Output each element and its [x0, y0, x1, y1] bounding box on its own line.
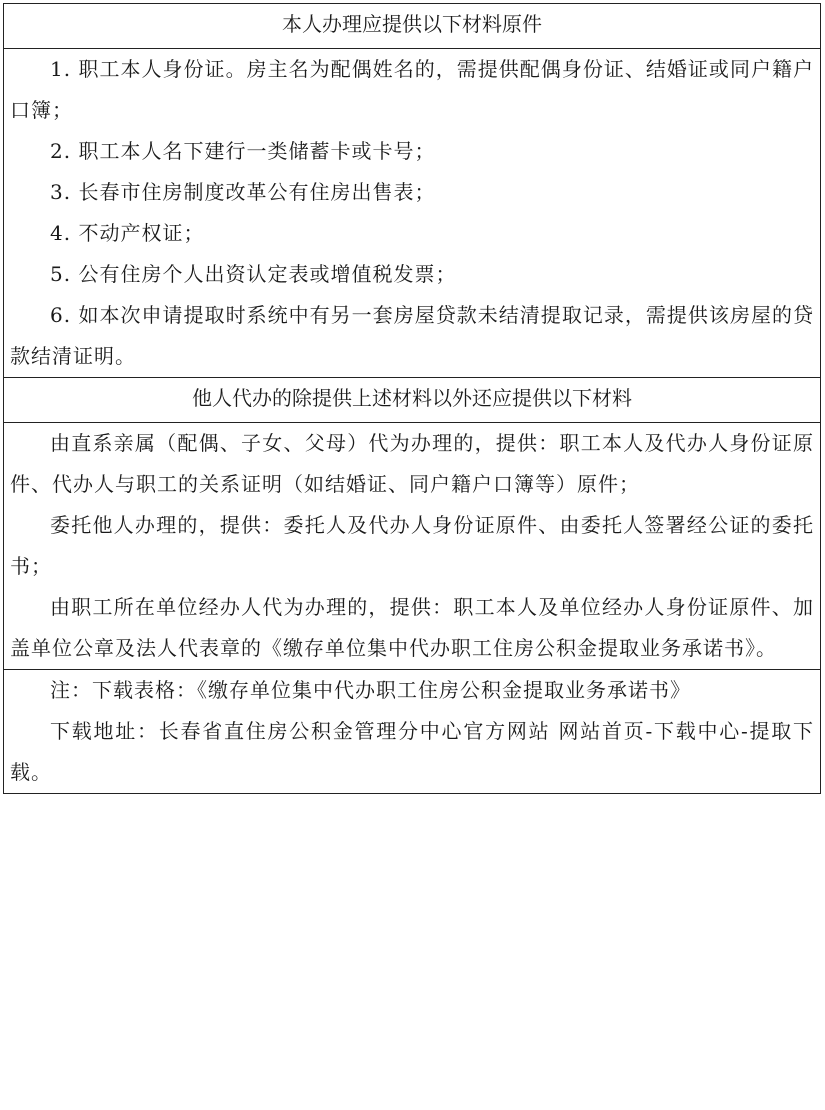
paragraph: 由直系亲属（配偶、子女、父母）代为办理的，提供：职工本人及代办人身份证原件、代办人与职工的关系证明（如结婚证、同户籍户口簿等）原件； [10, 431, 814, 496]
section1-header-row [4, 4, 821, 49]
section1-body [4, 49, 821, 378]
section3-row [4, 670, 821, 794]
list-item: 5. 公有住房个人出资认定表或增值税发票； [50, 262, 457, 286]
note-download-form: 注：下载表格：《缴存单位集中代办职工住房公积金提取业务承诺书》 [50, 678, 691, 702]
section2-body [4, 423, 821, 670]
notes-cell [4, 670, 821, 794]
list-item: 4. 不动产权证； [50, 221, 205, 245]
list-item: 3. 长春市住房制度改革公有住房出售表； [50, 180, 436, 204]
section2-body-row [4, 423, 821, 670]
list-item: 2. 职工本人名下建行一类储蓄卡或卡号； [50, 139, 436, 163]
section2-header: 他人代办的除提供上述材料以外还应提供以下材料 [4, 378, 821, 423]
list-item: 1. 职工本人身份证。房主名为配偶姓名的，需提供配偶身份证、结婚证或同户籍户口簿； [10, 57, 814, 122]
note-download-location: 下载地址：长春省直住房公积金管理分中心官方网站 网站首页-下载中心-提取下载。 [10, 719, 814, 784]
section1-header: 本人办理应提供以下材料原件 [4, 4, 821, 49]
paragraph: 委托他人办理的，提供：委托人及代办人身份证原件、由委托人签署经公证的委托书； [10, 513, 814, 578]
section2-header-row [4, 378, 821, 423]
materials-table [3, 3, 821, 794]
section1-body-row [4, 49, 821, 378]
paragraph: 由职工所在单位经办人代为办理的，提供：职工本人及单位经办人身份证原件、加盖单位公章及法人代表章的《缴存单位集中代办职工住房公积金提取业务承诺书》。 [10, 595, 814, 660]
list-item: 6. 如本次申请提取时系统中有另一套房屋贷款未结清提取记录，需提供该房屋的贷款结清证明。 [10, 303, 814, 368]
